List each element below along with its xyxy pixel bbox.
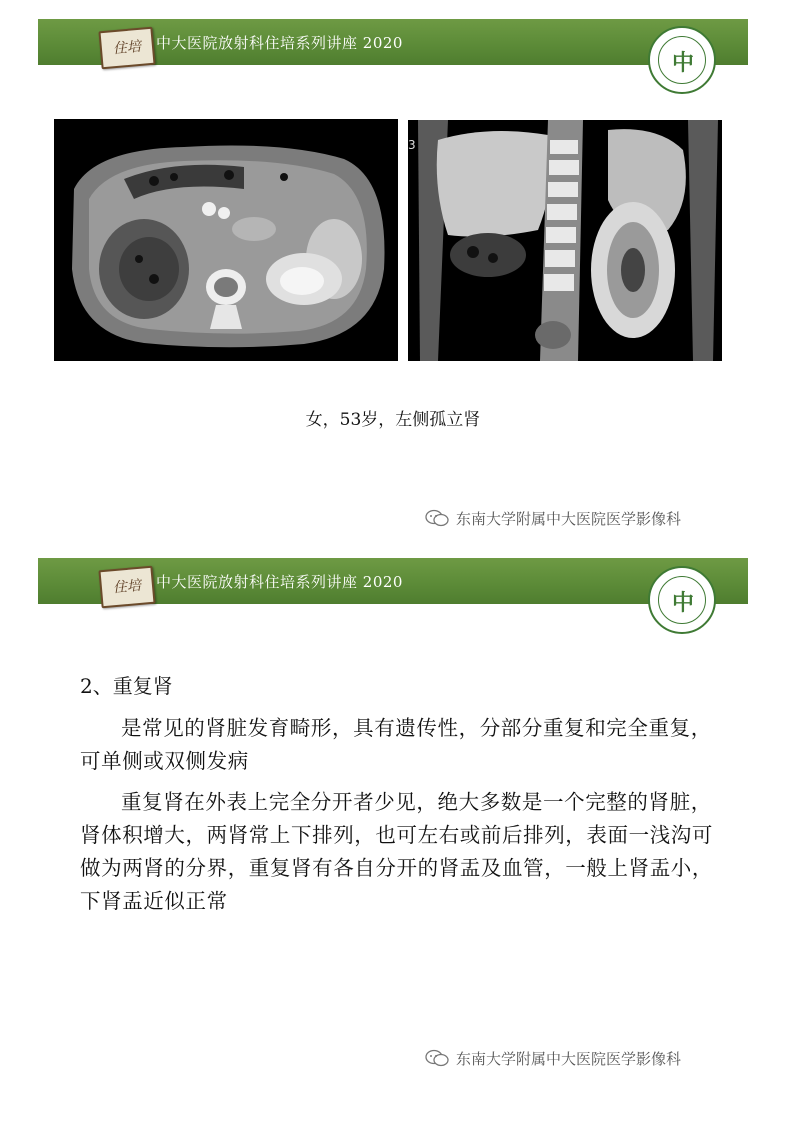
ct-axial-image (54, 119, 398, 361)
wechat-icon (424, 1049, 450, 1071)
body-paragraph: 是常见的肾脏发育畸形，具有遗传性，分部分重复和完全重复，可单侧或双侧发病 (80, 716, 712, 773)
footer-text: 东南大学附属中大医院医学影像科 (456, 510, 682, 528)
slide-1 (0, 0, 786, 538)
watermark-footer (424, 508, 681, 531)
wechat-icon (424, 509, 450, 531)
university-seal-icon: 中 (648, 26, 716, 94)
badge-text: 住培 (112, 38, 142, 58)
image-caption: 女，53岁，左侧孤立肾 (305, 410, 481, 430)
university-seal-icon: 中 (648, 566, 716, 634)
header-banner (38, 19, 748, 65)
watermark-footer (424, 1048, 681, 1071)
section-heading: 2、重复肾 (80, 674, 173, 698)
header-banner (38, 558, 748, 604)
lecture-series-title: 中大医院放射科住培系列讲座 2020 (156, 573, 403, 591)
chalkboard-badge-icon (98, 566, 155, 609)
ct-coronal-image (408, 120, 722, 361)
body-paragraph: 重复肾在外表上完全分开者少见，绝大多数是一个完整的肾脏，肾体积增大，两肾常上下排列，也可左右或前后排列，表面一浅沟可做为两肾的分界，重复肾有各自分开的肾盂及血管，一般上肾盂小，下肾盂近似正常 (80, 790, 713, 913)
footer-text: 东南大学附属中大医院医学影像科 (456, 1050, 682, 1068)
lecture-series-title: 中大医院放射科住培系列讲座 2020 (156, 34, 403, 52)
slide-2 (0, 540, 786, 1078)
badge-text: 住培 (112, 577, 142, 597)
chalkboard-badge-icon (98, 27, 155, 70)
scan-number-label: 3 (408, 138, 416, 152)
